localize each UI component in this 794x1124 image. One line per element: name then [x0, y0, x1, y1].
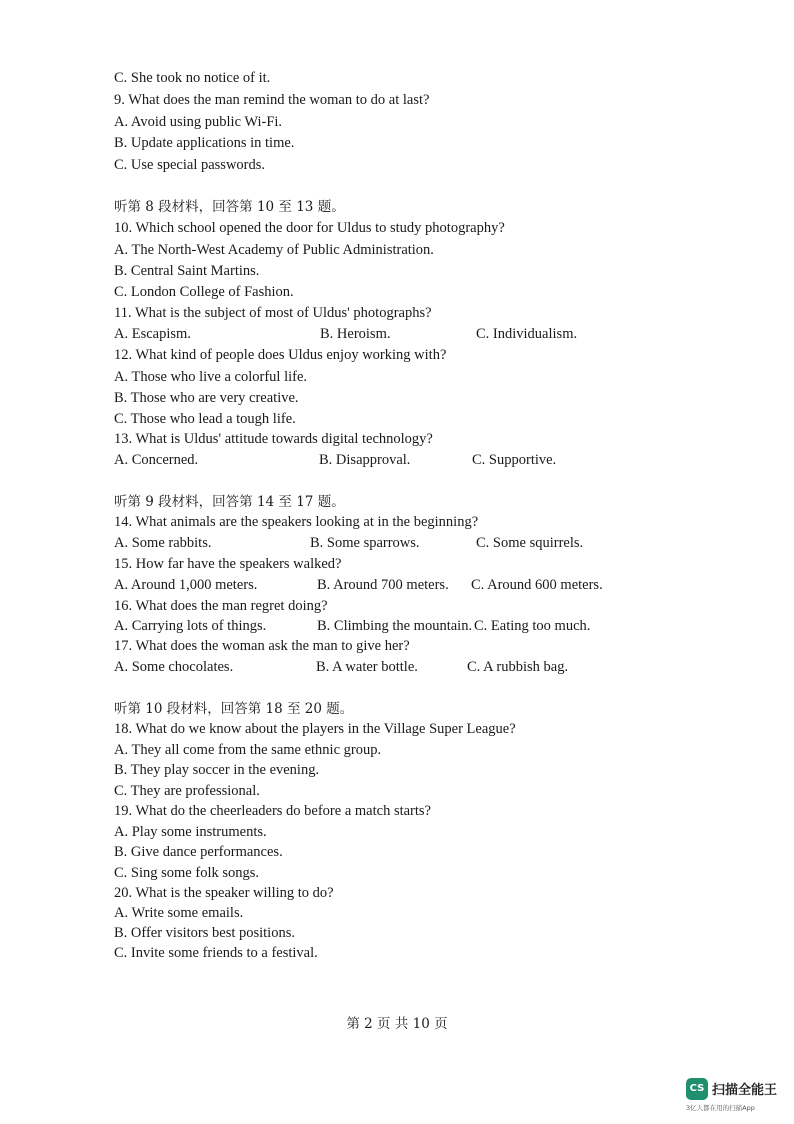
question-10: 10. Which school opened the door for Uldus to study photography?: [114, 220, 505, 236]
q13-option-a: A. Concerned.: [114, 452, 199, 468]
q19-option-c: C. Sing some folk songs.: [114, 865, 260, 881]
q16-option-c: C. Eating too much.: [474, 618, 591, 634]
q12-option-b: B. Those who are very creative.: [114, 390, 299, 406]
q13-option-c: C. Supportive.: [472, 452, 557, 468]
page-number: 第 2 页 共 10 页: [346, 1016, 448, 1032]
camscanner-tagline: 3亿人都在用的扫描App: [686, 1104, 755, 1112]
q17-option-c: C. A rubbish bag.: [467, 659, 569, 675]
q20-option-a: A. Write some emails.: [114, 905, 244, 921]
q15-option-b: B. Around 700 meters.: [317, 577, 449, 593]
q14-option-c: C. Some squirrels.: [476, 535, 584, 551]
q10-option-b: B. Central Saint Martins.: [114, 263, 260, 279]
q18-option-c: C. They are professional.: [114, 783, 260, 799]
q11-option-c: C. Individualism.: [476, 326, 578, 342]
q13-option-b: B. Disapproval.: [319, 452, 411, 468]
q17-options: [114, 657, 674, 677]
q15-option-c: C. Around 600 meters.: [471, 577, 603, 593]
q10-option-c: C. London College of Fashion.: [114, 284, 294, 300]
question-9: 9. What does the man remind the woman to do at last?: [114, 92, 430, 108]
q16-options: [114, 616, 674, 636]
q10-option-a: A. The North-West Academy of Public Administration.: [114, 242, 434, 258]
q8-option-c: C. She took no notice of it.: [114, 70, 271, 86]
q20-option-c: C. Invite some friends to a festival.: [114, 945, 318, 961]
q20-option-b: B. Offer visitors best positions.: [114, 925, 295, 941]
q17-option-a: A. Some chocolates.: [114, 659, 234, 675]
q18-option-b: B. They play soccer in the evening.: [114, 762, 320, 778]
camscanner-logo-icon: CS: [686, 1078, 708, 1100]
q11-options: [114, 324, 674, 344]
q16-option-a: A. Carrying lots of things.: [114, 618, 267, 634]
q11-option-a: A. Escapism.: [114, 326, 191, 342]
camscanner-logo-name: 扫描全能王: [712, 1083, 778, 1098]
q16-option-b: B. Climbing the mountain.: [317, 618, 473, 634]
question-13: 13. What is Uldus' attitude towards digital technology?: [114, 431, 433, 447]
question-12: 12. What kind of people does Uldus enjoy working with?: [114, 347, 447, 363]
q14-options: [114, 533, 674, 553]
question-14: 14. What animals are the speakers looking at in the beginning?: [114, 514, 479, 530]
camscanner-watermark: [686, 1078, 786, 1118]
section-10-heading: 听第 10 段材料，回答第 18 至 20 题。: [114, 701, 354, 717]
q17-option-b: B. A water bottle.: [316, 659, 418, 675]
q14-option-b: B. Some sparrows.: [310, 535, 420, 551]
question-19: 19. What do the cheerleaders do before a match starts?: [114, 803, 431, 819]
q13-options: [114, 450, 674, 470]
question-20: 20. What is the speaker willing to do?: [114, 885, 334, 901]
q11-option-b: B. Heroism.: [320, 326, 391, 342]
question-15: 15. How far have the speakers walked?: [114, 556, 342, 572]
q12-option-c: C. Those who lead a tough life.: [114, 411, 296, 427]
section-8-heading: 听第 8 段材料，回答第 10 至 13 题。: [114, 199, 345, 215]
q19-option-b: B. Give dance performances.: [114, 844, 283, 860]
q9-option-b: B. Update applications in time.: [114, 135, 295, 151]
q12-option-a: A. Those who live a colorful life.: [114, 369, 308, 385]
question-18: 18. What do we know about the players in the Village Super League?: [114, 721, 516, 737]
q9-option-a: A. Avoid using public Wi-Fi.: [114, 114, 283, 130]
q15-option-a: A. Around 1,000 meters.: [114, 577, 258, 593]
q15-options: [114, 575, 674, 595]
q18-option-a: A. They all come from the same ethnic group.: [114, 742, 382, 758]
section-9-heading: 听第 9 段材料，回答第 14 至 17 题。: [114, 494, 345, 510]
question-16: 16. What does the man regret doing?: [114, 598, 328, 614]
question-11: 11. What is the subject of most of Uldus' photographs?: [114, 305, 432, 321]
q14-option-a: A. Some rabbits.: [114, 535, 212, 551]
q9-option-c: C. Use special passwords.: [114, 157, 266, 173]
question-17: 17. What does the woman ask the man to give her?: [114, 638, 410, 654]
q19-option-a: A. Play some instruments.: [114, 824, 267, 840]
